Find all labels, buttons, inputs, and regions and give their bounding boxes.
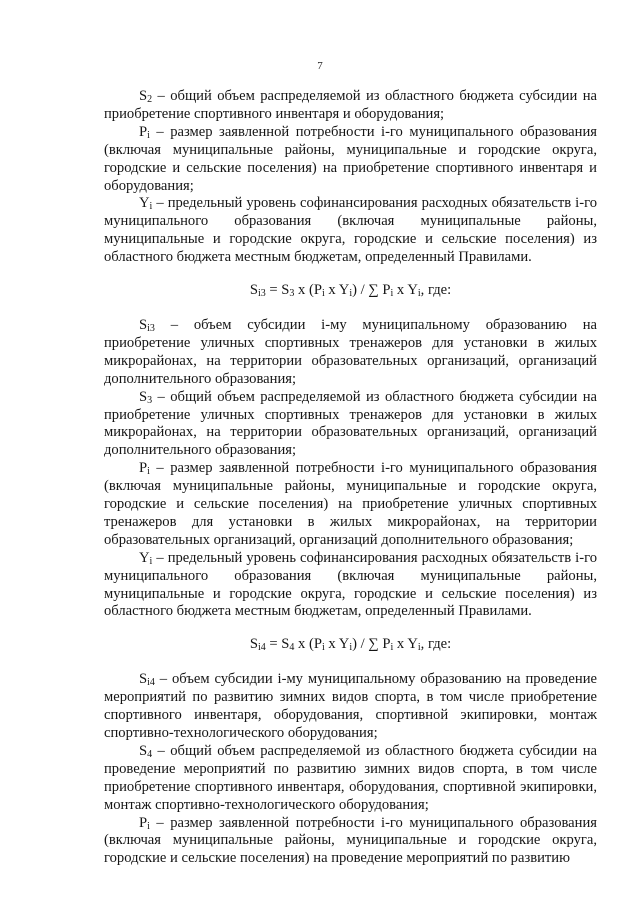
paragraph: $S_2$ – общий объем распределяемой из областного бюджета субсидии на приобретение спортивного инвентаря и оборудования; — [104, 88, 597, 122]
page-number: 7 — [317, 60, 323, 72]
paragraph: $S_{i4}$ – объем субсидии i-му муниципальному образованию на проведение мероприятий по развитию зимних видов спорта, в том числе приобретение спортивного инвентаря, оборудования, спортивной экипировки, монтаж спортивно-технологического оборудования; — [104, 671, 597, 741]
paragraph: $Y_i$ – предельный уровень софинансирования расходных обязательств i-го муниципального образования (включая муниципальные районы, муниципальные и городские округа, городские и сельские поселения) из областного бюджета местным бюджетам, определенный Правилами. — [104, 549, 597, 620]
paragraph: $S_4$ – общий объем распределяемой из областного бюджета субсидии на проведение мероприятий по развитию зимних видов спорта, в том числе приобретение спортивного инвентаря, оборудования, спортивной экипировки, монтаж спортивно-технологического оборудования; — [104, 742, 597, 813]
formula: $S_{i3} = S_3$ x ($P_i$ x $Y_i$) / ∑ $P_i$ x $Y_i$, где: — [249, 282, 452, 300]
paragraph: $S_{i3}$ – объем субсидии i-му муниципальному образованию на приобретение уличных спортивных тренажеров для установки в жилых микрорайонах, на территории образовательных организаций, организаций дополнительного образования; — [104, 316, 597, 387]
formula: $S_{i4} = S_4$ x ($P_i$ x $Y_i$) / ∑ $P_i$ x $Y_i$, где: — [249, 636, 452, 654]
paragraph: $P_i$ – размер заявленной потребности i-го муниципального образования (включая муниципальные районы, муниципальные и городские округа, городские и сельские поселения) на приобретение уличных спортивных тренажеров для установки в жилых микрорайонах, на территории образовательных организаций, организаций дополнительного образования; — [104, 460, 597, 548]
paragraph: $P_i$ – размер заявленной потребности i-го муниципального образования (включая муниципальные районы, муниципальные и городские округа, городские и сельские поселения) на приобретение спортивного инвентаря и оборудования; — [104, 123, 597, 194]
paragraph: $S_3$ – общий объем распределяемой из областного бюджета субсидии на приобретение уличных спортивных тренажеров для установки в жилых микрорайонах, на территории образовательных организаций, организаций дополнительного образования; — [104, 388, 597, 459]
paragraph: $Y_i$ – предельный уровень софинансирования расходных обязательств i-го муниципального образования (включая муниципальные районы, муниципальные и городские округа, городские и сельские поселения) из областного бюджета местным бюджетам, определенный Правилами. — [104, 195, 597, 266]
document-body — [104, 88, 597, 868]
paragraph: $P_i$ – размер заявленной потребности i-го муниципального образования (включая муниципальные районы, муниципальные и городские округа, городские и сельские поселения) на проведение мероприятий по развитию — [104, 814, 597, 867]
